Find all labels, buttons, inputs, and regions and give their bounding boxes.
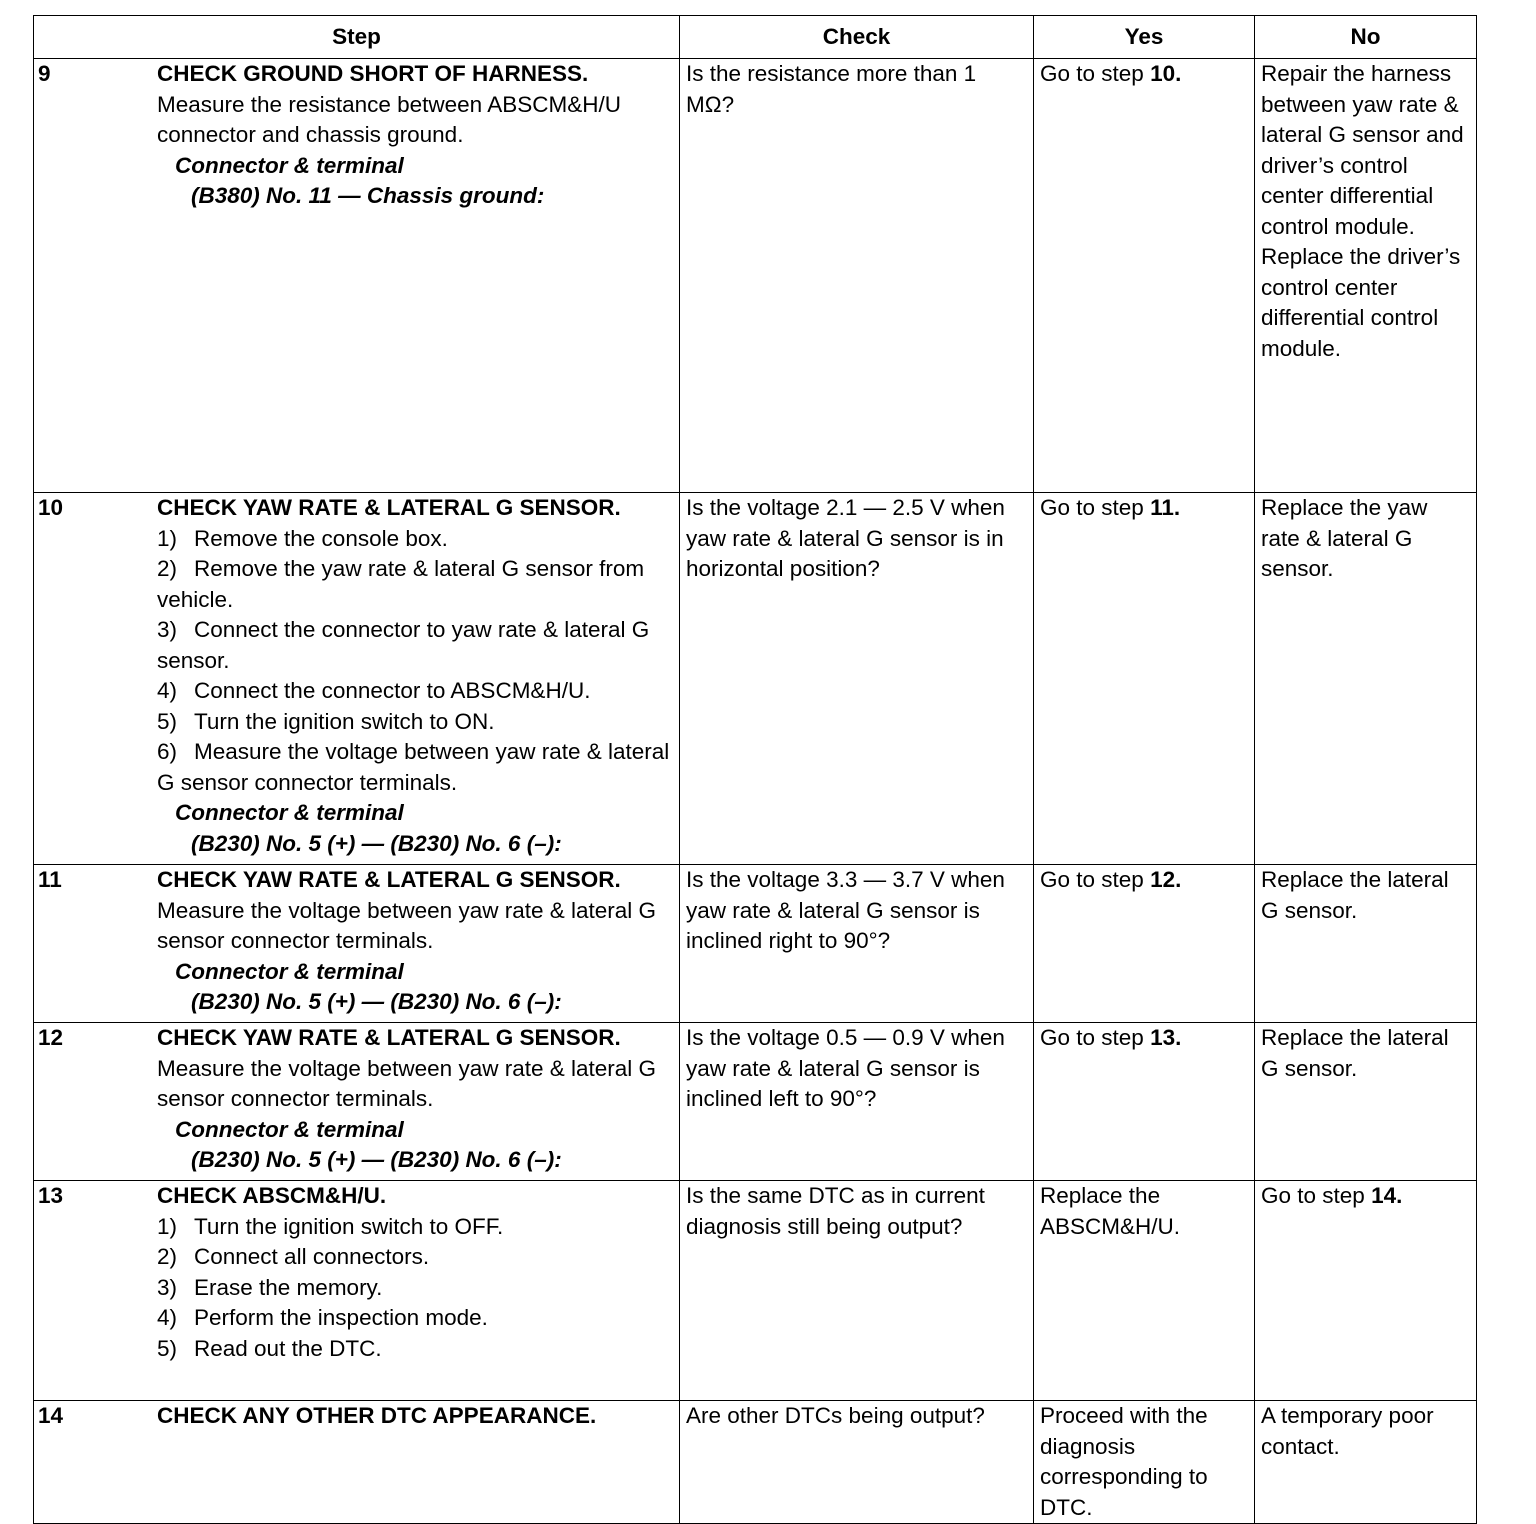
check-cell: Are other DTCs being output?: [680, 1401, 1034, 1524]
step-cell: [34, 1401, 680, 1524]
yes-cell: [1034, 865, 1255, 1023]
step-number: 13: [38, 1183, 64, 1208]
connector-value: (B230) No. 5 (+) — (B230) No. 6 (–):: [191, 989, 562, 1014]
connector-label: Connector & terminal: [175, 152, 404, 178]
no-cell: Replace the yaw rate & lateral G sensor.: [1255, 493, 1477, 865]
step-title: CHECK ABSCM&H/U.: [157, 1183, 387, 1208]
header-step: Step: [34, 16, 680, 59]
step-reference: 13.: [1150, 1025, 1182, 1050]
header-no: No: [1255, 16, 1477, 59]
connector-value: (B230) No. 5 (+) — (B230) No. 6 (–):: [191, 1147, 562, 1172]
step-number: 14: [38, 1403, 64, 1428]
connector-label: Connector & terminal: [175, 800, 404, 825]
yes-cell: Replace the ABSCM&H/U.: [1034, 1181, 1255, 1401]
step-cell: [34, 1023, 680, 1181]
connector-value: (B230) No. 5 (+) — (B230) No. 6 (–):: [191, 830, 562, 856]
connector-label: Connector & terminal: [175, 1116, 404, 1142]
yes-text: Go to step: [1040, 61, 1151, 86]
no-cell: Replace the lateral G sensor.: [1255, 1023, 1477, 1181]
no-cell: [1255, 1181, 1477, 1401]
step-title: CHECK ANY OTHER DTC APPEARANCE.: [157, 1403, 597, 1428]
step-cell: [34, 493, 680, 865]
step-title: CHECK YAW RATE & LATERAL G SENSOR.: [157, 495, 621, 520]
substep-item: 4) Perform the inspection mode.: [157, 1305, 488, 1330]
substep-list: [157, 524, 675, 799]
substep-item: 5) Turn the ignition switch to ON.: [157, 708, 495, 734]
yes-text: Go to step: [1040, 1025, 1151, 1050]
yes-text: Go to step: [1040, 867, 1151, 892]
header-yes: Yes: [1034, 16, 1255, 59]
check-cell: Is the same DTC as in current diagnosis still being output?: [680, 1181, 1034, 1401]
table-row: [34, 1401, 1477, 1524]
step-number: 9: [38, 61, 51, 86]
check-cell: Is the voltage 0.5 — 0.9 V when yaw rate & lateral G sensor is inclined left to 90°?: [680, 1023, 1034, 1181]
substep-item: 2) Remove the yaw rate & lateral G sensor from vehicle.: [157, 556, 645, 612]
substep-item: 6) Measure the voltage between yaw rate & lateral G sensor connector terminals.: [157, 739, 670, 795]
step-paragraph: Measure the resistance between ABSCM&H/U connector and chassis ground.: [157, 91, 621, 147]
yes-cell: [1034, 1023, 1255, 1181]
diagnostic-table: [33, 15, 1477, 1524]
header-row: [34, 16, 1477, 59]
connector-value: (B380) No. 11 — Chassis ground:: [191, 183, 545, 208]
table-row: [34, 493, 1477, 865]
substep-item: 3) Erase the memory.: [157, 1274, 383, 1300]
step-number: 11: [38, 867, 62, 892]
substep-item: 3) Connect the connector to yaw rate & lateral G sensor.: [157, 617, 650, 673]
no-text: Go to step: [1261, 1183, 1372, 1208]
step-reference: 12.: [1150, 867, 1182, 892]
yes-cell: Proceed with the diagnosis corresponding to DTC.: [1034, 1401, 1255, 1524]
step-title: CHECK YAW RATE & LATERAL G SENSOR.: [157, 1025, 621, 1050]
step-title: CHECK YAW RATE & LATERAL G SENSOR.: [157, 867, 621, 892]
no-cell: Repair the harness between yaw rate & lateral G sensor and driver’s control center differential control module. Replace the driver’s control center differential control module.: [1255, 59, 1477, 493]
yes-cell: [1034, 59, 1255, 493]
step-paragraph: Measure the voltage between yaw rate & lateral G sensor connector terminals.: [157, 1055, 657, 1111]
step-cell: [34, 59, 680, 493]
substep-item: 2) Connect all connectors.: [157, 1244, 430, 1269]
table-row: [34, 865, 1477, 1023]
step-reference: 11.: [1150, 495, 1181, 520]
table-row: [34, 1023, 1477, 1181]
header-check: Check: [680, 16, 1034, 59]
substep-item: 5) Read out the DTC.: [157, 1335, 382, 1361]
step-title: CHECK GROUND SHORT OF HARNESS.: [157, 61, 589, 86]
yes-text: Go to step: [1040, 495, 1151, 520]
no-cell: A temporary poor contact.: [1255, 1401, 1477, 1524]
substep-item: 4) Connect the connector to ABSCM&H/U.: [157, 678, 591, 703]
step-reference: 10.: [1150, 61, 1182, 86]
substep-list: [157, 1212, 675, 1365]
check-cell: Is the voltage 3.3 — 3.7 V when yaw rate & lateral G sensor is inclined right to 90°?: [680, 865, 1034, 1023]
check-cell: Is the voltage 2.1 — 2.5 V when yaw rate & lateral G sensor is in horizontal position?: [680, 493, 1034, 865]
step-cell: [34, 865, 680, 1023]
check-cell: Is the resistance more than 1 MΩ?: [680, 59, 1034, 493]
yes-cell: [1034, 493, 1255, 865]
substep-item: 1) Turn the ignition switch to OFF.: [157, 1213, 504, 1239]
step-reference: 14.: [1371, 1183, 1403, 1208]
table-row: [34, 59, 1477, 493]
step-number: 10: [38, 495, 64, 520]
no-cell: Replace the lateral G sensor.: [1255, 865, 1477, 1023]
step-paragraph: Measure the voltage between yaw rate & lateral G sensor connector terminals.: [157, 897, 657, 953]
connector-label: Connector & terminal: [175, 958, 404, 984]
table-row: [34, 1181, 1477, 1401]
step-cell: [34, 1181, 680, 1401]
step-number: 12: [38, 1025, 64, 1050]
substep-item: 1) Remove the console box.: [157, 525, 448, 551]
